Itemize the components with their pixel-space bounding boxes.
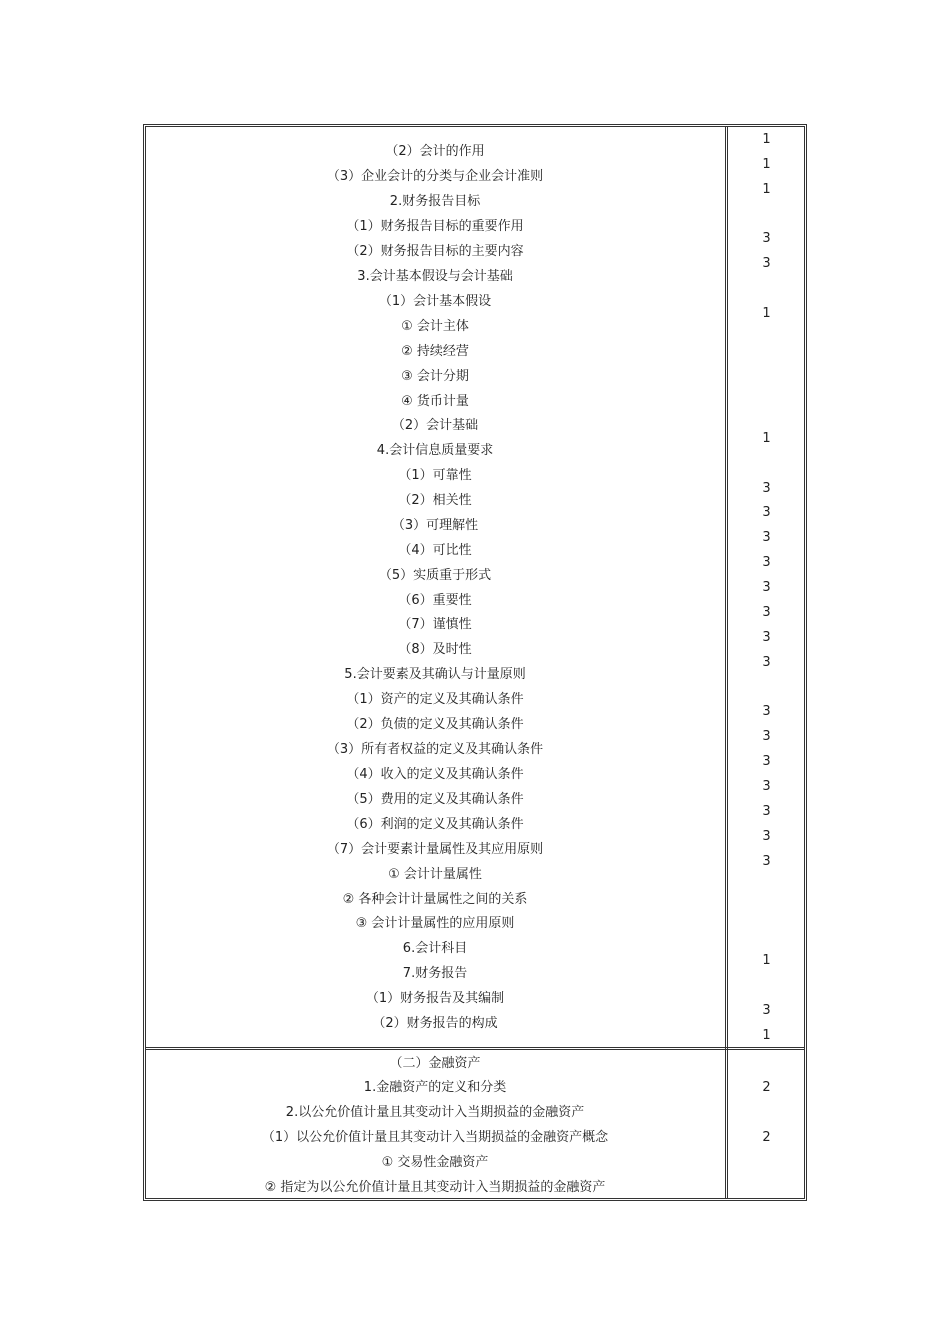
level-number: 3 [762,729,771,744]
outline-line: 1.金融资产的定义和分类 [363,1080,507,1095]
level-number: 3 [762,580,771,595]
outline-line: ④ 货币计量 [401,394,469,409]
outline-line: 5.会计要素及其确认与计量原则 [344,667,526,682]
level-number: 3 [762,530,771,545]
outline-line: ① 会计主体 [401,319,469,334]
outline-line: （3）可理解性 [391,518,479,533]
level-number: 3 [762,829,771,844]
level-number: 3 [762,555,771,570]
outline-line: （6）重要性 [398,593,472,608]
outline-line: （1）资产的定义及其确认条件 [346,692,524,707]
outline-line: （1）以公允价值计量且其变动计入当期损益的金融资产概念 [261,1130,609,1145]
outline-line: （4）收入的定义及其确认条件 [346,767,524,782]
level-number: 3 [762,779,771,794]
outline-line: 3.会计基本假设与会计基础 [357,269,513,284]
outline-line: ① 交易性金融资产 [381,1155,489,1170]
outline-line: （3）企业会计的分类与企业会计准则 [326,169,544,184]
outline-line: （1）可靠性 [398,468,472,483]
level-number: 1 [762,132,771,147]
outline-line: ② 持续经营 [401,344,469,359]
outline-line: ③ 会计分期 [401,369,469,384]
level-number: 3 [762,854,771,869]
outline-line: （2）负债的定义及其确认条件 [346,717,524,732]
level-number: 1 [762,182,771,197]
level-number: 3 [762,505,771,520]
column-divider [725,127,728,1198]
level-number: 1 [762,953,771,968]
outline-line: （6）利润的定义及其确认条件 [346,817,524,832]
outline-line: （二）金融资产 [389,1056,481,1071]
level-number: 3 [762,231,771,246]
outline-line: （5）实质重于形式 [378,568,492,583]
outline-line: （1）财务报告及其编制 [365,991,505,1006]
level-number: 3 [762,256,771,271]
level-number: 3 [762,704,771,719]
level-number: 1 [762,431,771,446]
outline-line: （1）财务报告目标的重要作用 [346,219,524,234]
section-divider [146,1047,804,1050]
outline-line: 2.财务报告目标 [389,194,481,209]
level-number: 3 [762,1003,771,1018]
outline-line: （2）会计基础 [391,418,479,433]
level-number: 2 [762,1080,771,1095]
level-number: 3 [762,804,771,819]
level-number: 3 [762,754,771,769]
outline-line: （7）会计要素计量属性及其应用原则 [326,842,544,857]
outline-line: ② 指定为以公允价值计量且其变动计入当期损益的金融资产 [264,1180,606,1195]
level-number: 3 [762,630,771,645]
level-number: 3 [762,481,771,496]
outline-line: 7.财务报告 [402,966,468,981]
outline-line: （2）财务报告的构成 [372,1016,498,1031]
outline-line: （1）会计基本假设 [378,294,492,309]
level-number: 3 [762,655,771,670]
outline-line: （2）相关性 [398,493,472,508]
outline-line: 6.会计科目 [402,941,468,956]
outline-line: （2）会计的作用 [385,144,485,159]
level-number: 1 [762,157,771,172]
outline-line: （2）财务报告目标的主要内容 [346,244,524,259]
outline-line: 2.以公允价值计量且其变动计入当期损益的金融资产 [285,1105,585,1120]
outline-line: （8）及时性 [398,642,472,657]
outline-line: （5）费用的定义及其确认条件 [346,792,524,807]
level-number: 1 [762,1028,771,1043]
level-number: 2 [762,1130,771,1145]
level-number: 3 [762,605,771,620]
outline-line: （3）所有者权益的定义及其确认条件 [326,742,544,757]
outline-line: ① 会计计量属性 [388,867,482,882]
outline-line: （7）谨慎性 [398,617,472,632]
level-number: 1 [762,306,771,321]
outline-line: ② 各种会计计量属性之间的关系 [342,892,528,907]
outline-line: ③ 会计计量属性的应用原则 [355,916,515,931]
outline-line: 4.会计信息质量要求 [376,443,494,458]
outline-line: （4）可比性 [398,543,472,558]
